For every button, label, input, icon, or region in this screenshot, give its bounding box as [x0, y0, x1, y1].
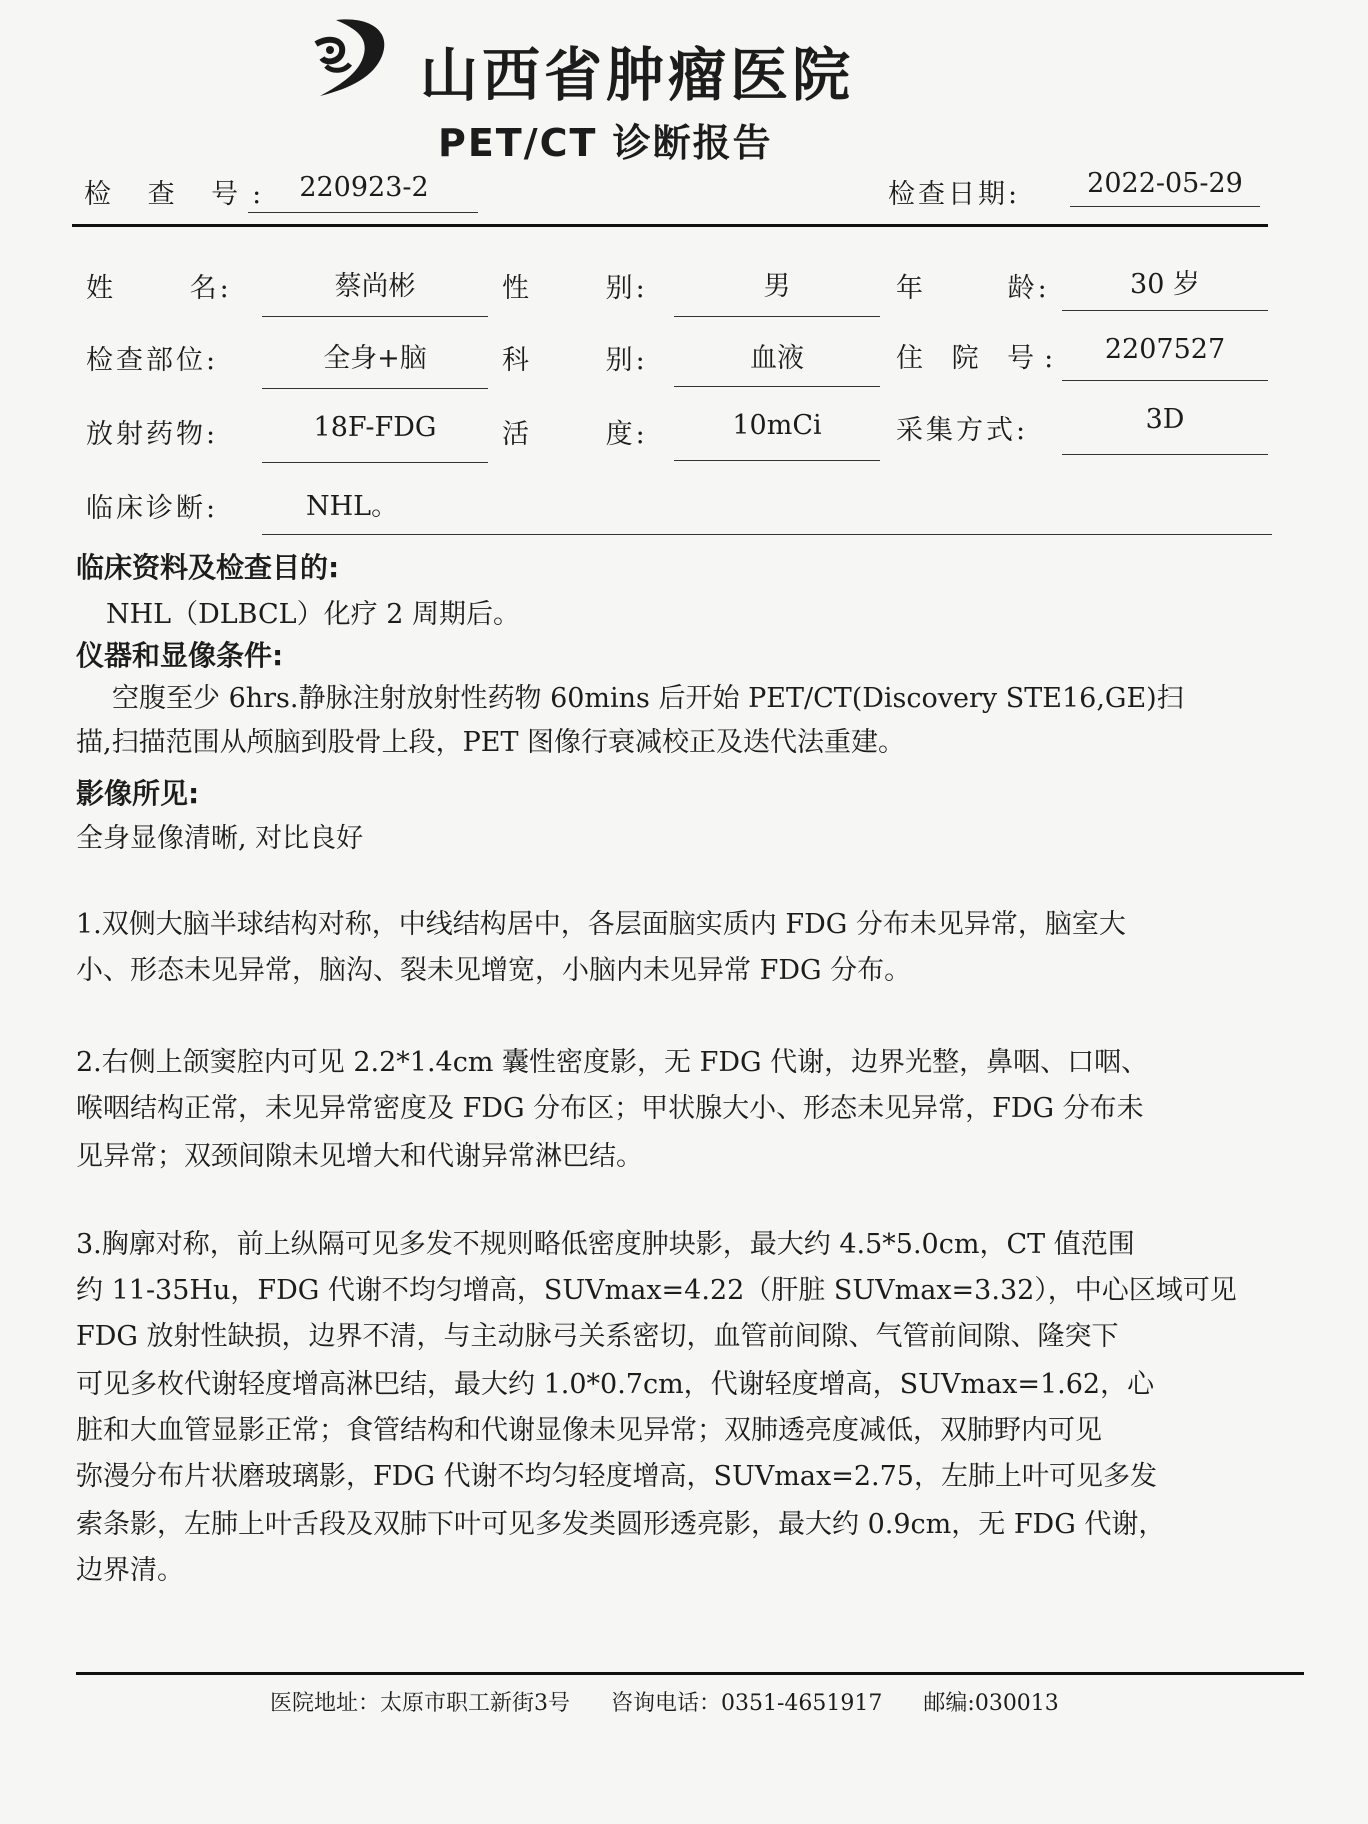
- finding-3-line: 脏和大血管显影正常；食管结构和代谢显像未见异常；双肺透亮度减低，双肺野内可见: [76, 1415, 1102, 1446]
- clinical-text: NHL（DLBCL）化疗 2 周期后。: [106, 599, 520, 630]
- inpatient-no-value: 2207527: [1104, 334, 1226, 365]
- finding-2-line: 2.右侧上颌窦腔内可见 2.2*1.4cm 囊性密度影，无 FDG 代谢，边界光整，鼻咽、口咽、: [76, 1047, 1149, 1078]
- finding-3-line: 3.胸廓对称，前上纵隔可见多发不规则略低密度肿块影，最大约 4.5*5.0cm，CT 值范围: [76, 1229, 1135, 1260]
- clinical-section-title: 临床资料及检查目的:: [76, 551, 340, 584]
- finding-3-line: 边界清。: [76, 1555, 184, 1586]
- findings-section-title: 影像所见:: [76, 777, 200, 810]
- equipment-section-title: 仪器和显像条件:: [76, 639, 284, 672]
- exam-date-label: 检查日期:: [888, 179, 1021, 210]
- exam-no-label: 检 查 号:: [84, 179, 276, 210]
- header-divider: [72, 224, 1268, 227]
- inpatient-no-label: 住 院 号:: [896, 343, 1064, 374]
- hospital-logo-icon: [296, 14, 396, 106]
- name-underline: [262, 316, 488, 317]
- footer-address: 医院地址：太原市职工新街3号: [270, 1691, 570, 1716]
- exam-date-underline: [1070, 206, 1260, 207]
- report-title: PET/CT 诊断报告: [438, 121, 773, 165]
- equipment-text-line: 空腹至少 6hrs.静脉注射放射性药物 60mins 后开始 PET/CT(Discovery STE16,GE)扫: [112, 683, 1184, 714]
- dept-underline: [674, 386, 880, 387]
- finding-1-line: 小、形态未见异常，脑沟、裂未见增宽，小脑内未见异常 FDG 分布。: [76, 955, 912, 986]
- site-label: 检查部位:: [86, 345, 219, 376]
- equipment-text-line: 描,扫描范围从颅脑到股骨上段，PET 图像行衰减校正及迭代法重建。: [76, 727, 906, 758]
- mode-value: 3D: [1145, 404, 1185, 435]
- findings-intro: 全身显像清晰, 对比良好: [76, 823, 364, 854]
- inpatient-no-underline: [1062, 380, 1268, 381]
- finding-3-line: FDG 放射性缺损，边界不清，与主动脉弓关系密切，血管前间隙、气管前间隙、隆突下: [76, 1321, 1119, 1352]
- age-value: 30 岁: [1130, 269, 1200, 300]
- sex-value: 男: [763, 271, 791, 302]
- name-label: 姓 名:: [86, 273, 232, 304]
- name-value: 蔡尚彬: [334, 271, 416, 302]
- exam-no-value: 220923-2: [299, 172, 429, 203]
- diagnosis-label: 临床诊断:: [86, 493, 219, 524]
- site-underline: [262, 388, 488, 389]
- footer: [270, 1686, 1093, 1717]
- finding-2-line: 见异常；双颈间隙未见增大和代谢异常淋巴结。: [76, 1141, 643, 1172]
- hospital-name: 山西省肿瘤医院: [420, 41, 855, 109]
- exam-no-underline: [248, 212, 478, 213]
- finding-3-line: 弥漫分布片状磨玻璃影，FDG 代谢不均匀轻度增高，SUVmax=2.75，左肺上叶可见多发: [76, 1461, 1157, 1492]
- finding-2-line: 喉咽结构正常，未见异常密度及 FDG 分布区；甲状腺大小、形态未见异常，FDG 分布未: [76, 1093, 1144, 1124]
- mode-underline: [1062, 454, 1268, 455]
- activity-underline: [674, 460, 880, 461]
- footer-phone: 咨询电话：0351-4651917: [611, 1691, 883, 1716]
- activity-value: 10mCi: [732, 410, 822, 441]
- finding-3-line: 索条影，左肺上叶舌段及双肺下叶可见多发类圆形透亮影，最大约 0.9cm，无 FDG 代谢，: [76, 1509, 1166, 1540]
- exam-date-value: 2022-05-29: [1087, 168, 1243, 199]
- age-underline: [1062, 310, 1268, 311]
- age-label: 年 龄:: [896, 273, 1050, 304]
- mode-label: 采集方式:: [896, 415, 1029, 446]
- footer-postcode: 邮编:030013: [923, 1691, 1059, 1716]
- finding-3-line: 约 11-35Hu，FDG 代谢不均匀增高，SUVmax=4.22（肝脏 SUVmax=3.32），中心区域可见: [76, 1275, 1237, 1306]
- activity-label: 活 度:: [502, 419, 648, 450]
- diagnosis-underline: [262, 534, 1272, 535]
- site-value: 全身+脑: [323, 343, 427, 374]
- finding-3-line: 可见多枚代谢轻度增高淋巴结，最大约 1.0*0.7cm，代谢轻度增高，SUVmax=1.62，心: [76, 1369, 1155, 1400]
- sex-label: 性 别:: [502, 273, 648, 304]
- dept-value: 血液: [750, 343, 804, 374]
- sex-underline: [674, 316, 880, 317]
- dept-label: 科 别:: [502, 345, 648, 376]
- finding-1-line: 1.双侧大脑半球结构对称，中线结构居中，各层面脑实质内 FDG 分布未见异常，脑室大: [76, 909, 1126, 940]
- tracer-value: 18F-FDG: [313, 412, 437, 443]
- tracer-label: 放射药物:: [86, 419, 219, 450]
- footer-divider: [76, 1672, 1304, 1675]
- diagnosis-value: NHL。: [306, 491, 399, 522]
- tracer-underline: [262, 462, 488, 463]
